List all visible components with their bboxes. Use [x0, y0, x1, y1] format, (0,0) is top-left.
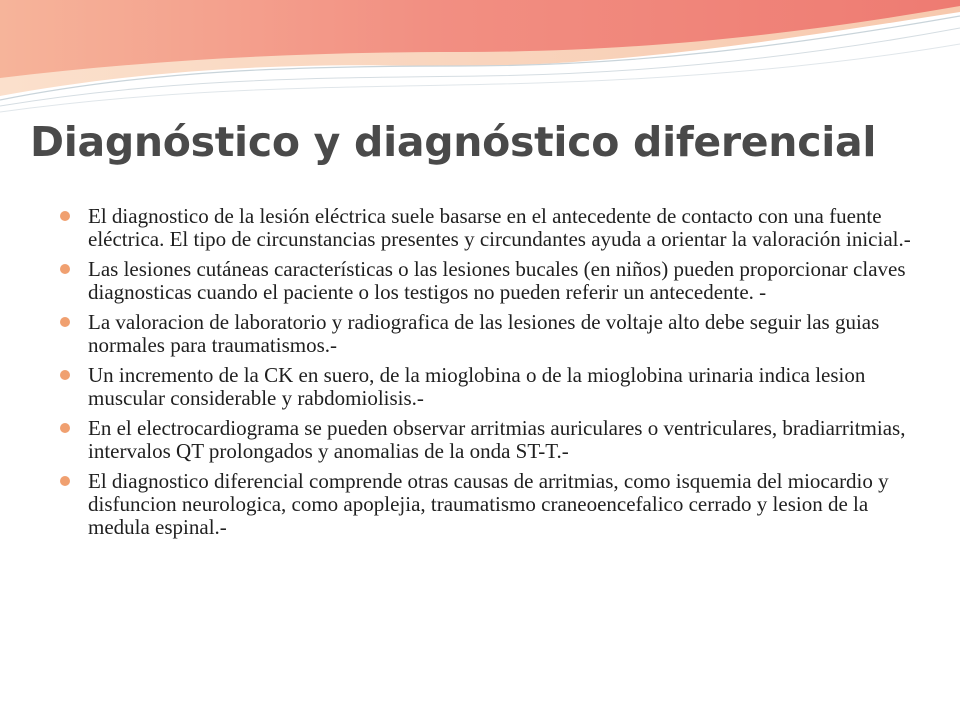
- bullet-text: Un incremento de la CK en suero, de la mioglobina o de la mioglobina urinaria indica lesion muscular considerable y rabdomiolisis.-: [88, 363, 866, 410]
- bullet-text: Las lesiones cutáneas características o las lesiones bucales (en niños) pueden proporcionar claves diagnosticas cuando el paciente o los testigos no pueden referir un antecedente. -: [88, 257, 906, 304]
- bullet-text: La valoracion de laboratorio y radiografica de las lesiones de voltaje alto debe seguir las guias normales para traumatismos.-: [88, 310, 880, 357]
- bullet-dot-icon: [60, 264, 70, 274]
- list-item: [60, 417, 920, 463]
- bullet-dot-icon: [60, 476, 70, 486]
- bullet-dot-icon: [60, 423, 70, 433]
- list-item: [60, 311, 920, 357]
- bullet-text: El diagnostico de la lesión eléctrica suele basarse en el antecedente de contacto con una fuente eléctrica. El tipo de circunstancias presentes y circundantes ayuda a orientar la valoración inicial.-: [88, 204, 911, 251]
- bullet-text: En el electrocardiograma se pueden observar arritmias auriculares o ventriculares, bradiarritmias, intervalos QT prolongados y anomalias de la onda ST-T.-: [88, 416, 906, 463]
- bullet-text: El diagnostico diferencial comprende otras causas de arritmias, como isquemia del miocardio y disfuncion neurologica, como apoplejia, traumatismo craneoencefalico cerrado y lesion de la medula espinal.-: [88, 469, 889, 539]
- list-item: [60, 258, 920, 304]
- list-item: [60, 205, 920, 251]
- bullet-dot-icon: [60, 370, 70, 380]
- decorative-banner: [0, 0, 960, 120]
- list-item: [60, 364, 920, 410]
- bullet-list: [60, 205, 920, 546]
- slide-title: Diagnóstico y diagnóstico diferencial: [30, 118, 877, 166]
- bullet-dot-icon: [60, 211, 70, 221]
- bullet-dot-icon: [60, 317, 70, 327]
- list-item: [60, 470, 920, 539]
